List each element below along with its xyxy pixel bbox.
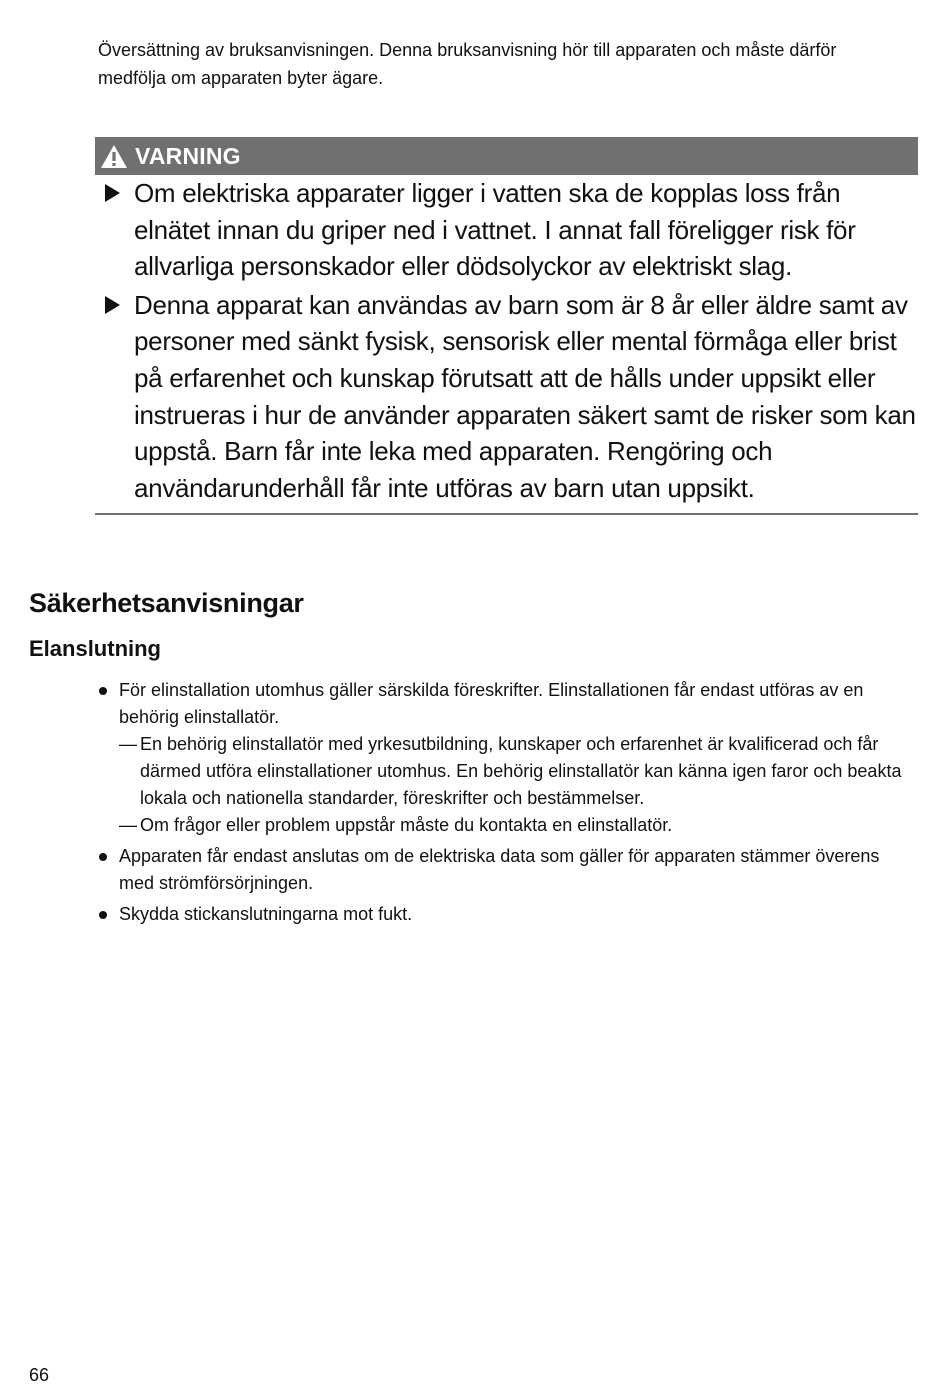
- list-item: [98, 843, 918, 897]
- warning-item-text: Denna apparat kan användas av barn som är 8 år eller äldre samt av personer med sänkt fysisk, sensorisk eller mental förmåga eller brist på erfarenhet och kunskap förutsatt att de hålls under uppsikt eller instrueras i hur de använder apparaten säkert samt de risker som kan uppstå. Barn får inte leka med apparaten. Rengöring och användarunderhåll får inte utföras av barn utan uppsikt.: [134, 289, 916, 503]
- warning-list: [95, 175, 918, 506]
- list-item-text: Skydda stickanslutningarna mot fukt.: [119, 904, 413, 924]
- warning-item: [95, 175, 918, 285]
- sub-list-item-text: En behörig elinstallatör med yrkesutbildning, kunskaper och erfarenhet är kvalificerad och får därmed utföra elinstallationer utomhus. En behörig elinstallatör kan känna igen faror och beakta lokala och nationella standarder, föreskrifter och bestämmelser.: [140, 734, 902, 808]
- dash-bullet: —: [119, 815, 137, 835]
- triangle-bullet-icon: [105, 296, 120, 314]
- list-item-text: Apparaten får endast anslutas om de elektriska data som gäller för apparaten stämmer överens med strömförsörjningen.: [119, 846, 880, 893]
- bullet-list: [98, 677, 918, 932]
- page-number: 66: [29, 1365, 50, 1385]
- warning-divider: [95, 513, 918, 515]
- intro-text: Översättning av bruksanvisningen. Denna bruksanvisning hör till apparaten och måste därför medfölja om apparaten byter ägare.: [98, 40, 837, 88]
- bullet-dot-icon: [99, 853, 107, 861]
- dash-bullet: —: [119, 734, 137, 754]
- warning-item-text: Om elektriska apparater ligger i vatten ska de kopplas loss från elnätet innan du griper ned i vattnet. I annat fall föreligger risk för allvarliga personskador eller dödsolyckor av elektriskt slag.: [134, 178, 856, 282]
- subsection-title: Elanslutning: [29, 636, 161, 661]
- bullet-dot-icon: [99, 911, 107, 919]
- list-item-text: För elinstallation utomhus gäller särskilda föreskrifter. Elinstallationen får endast utföras av en behörig elinstallatör.: [119, 680, 864, 727]
- sub-list-item: [119, 731, 918, 812]
- bullet-dot-icon: [99, 687, 107, 695]
- sub-list-item: [119, 812, 918, 839]
- sub-list-item-text: Om frågor eller problem uppstår måste du kontakta en elinstallatör.: [140, 815, 673, 835]
- list-item: [98, 677, 918, 839]
- warning-item: [95, 287, 918, 507]
- warning-header: [95, 137, 918, 175]
- sub-list: [119, 731, 918, 839]
- list-item: [98, 901, 918, 928]
- warning-triangle-icon: [99, 143, 129, 169]
- section-title: Säkerhetsanvisningar: [29, 588, 304, 618]
- triangle-bullet-icon: [105, 184, 120, 202]
- warning-title: VARNING: [135, 142, 241, 169]
